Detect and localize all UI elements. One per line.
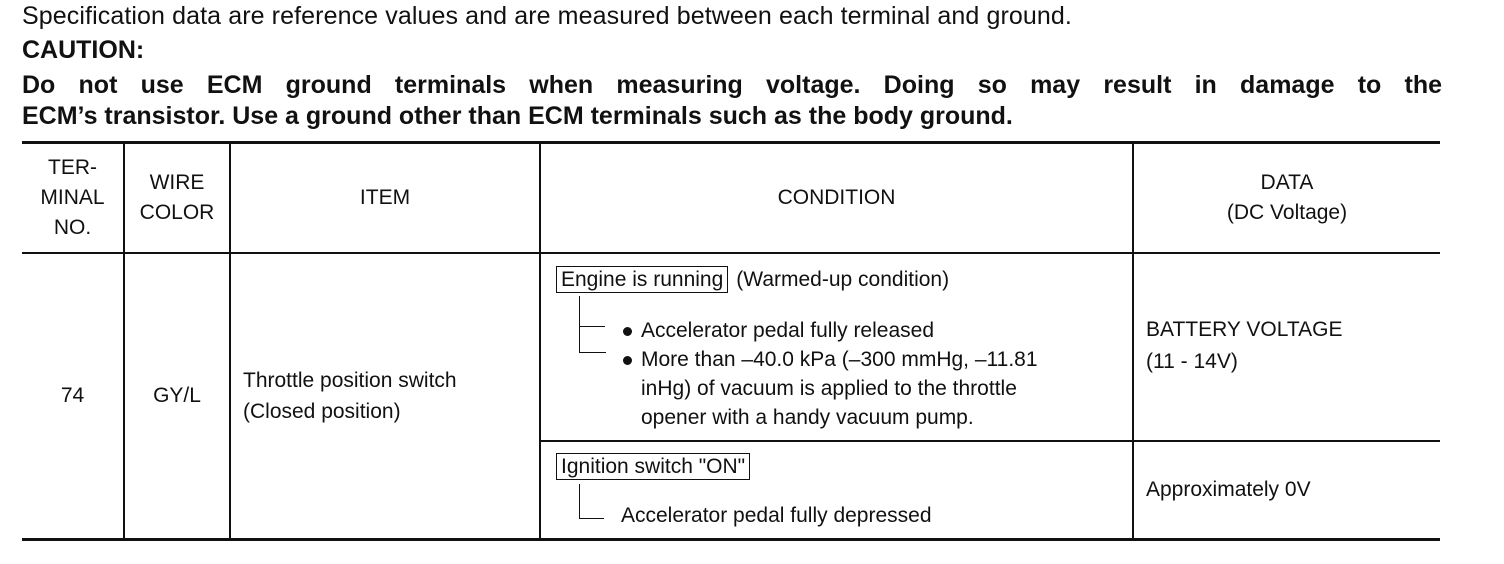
caution-text: [22, 70, 1442, 132]
data-battery-voltage: [1133, 253, 1440, 441]
condition-extra: (Warmed-up condition): [736, 268, 950, 291]
condition-bullet-item: [623, 316, 1038, 345]
caution-line-1: Do not use ECM ground terminals when measuring voltage. Doing so may result in damage to the: [22, 71, 1442, 99]
wire-color: GY/L: [124, 253, 230, 540]
condition-engine-running: [540, 253, 1133, 441]
header-terminal-line: MINAL: [40, 186, 105, 209]
bullet-text: More than –40.0 kPa (–300 mmHg, –11.81: [641, 348, 1038, 371]
header-data: [1133, 143, 1440, 254]
header-terminal-line: TER-: [48, 156, 97, 179]
caution-heading: CAUTION:: [22, 36, 145, 64]
terminal-spec-table: [22, 141, 1440, 541]
condition-title-line: [556, 455, 750, 479]
condition-title-line: [556, 268, 949, 292]
condition-detail: Accelerator pedal fully depressed: [621, 504, 932, 527]
header-data-line: (DC Voltage): [1226, 201, 1348, 224]
intro-text: Specification data are reference values and are measured between each terminal and ground.: [22, 2, 1072, 30]
header-condition: CONDITION: [540, 143, 1133, 254]
condition-boxed-label: Ignition switch "ON": [556, 453, 750, 480]
tree-connector: [579, 484, 604, 519]
condition-boxed-label: Engine is running: [556, 266, 728, 293]
terminal-number: 74: [22, 253, 124, 540]
tree-connector-branch: [579, 326, 605, 327]
bullet-icon: [623, 356, 632, 365]
item-description: [230, 253, 540, 540]
header-terminal-line: NO.: [53, 216, 92, 239]
bullet-text: Accelerator pedal fully released: [641, 319, 934, 342]
condition-bullet-item: [623, 345, 1038, 432]
bullet-text: inHg) of vacuum is applied to the throttle: [641, 377, 1017, 400]
condition-ignition-on: [540, 441, 1133, 540]
header-terminal-no: [22, 143, 124, 254]
tree-connector: [579, 296, 606, 353]
header-wire-line: COLOR: [139, 201, 215, 224]
bullet-icon: [623, 327, 632, 336]
data-line: BATTERY VOLTAGE: [1146, 318, 1343, 341]
item-line: (Closed position): [243, 400, 401, 423]
data-approx-0v: Approximately 0V: [1133, 441, 1440, 540]
bullet-text: opener with a handy vacuum pump.: [641, 406, 974, 429]
condition-bullet-list: [623, 316, 1038, 432]
header-data-line: DATA: [1260, 171, 1314, 194]
header-wire-color: [124, 143, 230, 254]
header-item: ITEM: [230, 143, 540, 254]
header-wire-line: WIRE: [149, 171, 205, 194]
header-row: [22, 143, 1440, 254]
table-row: [22, 253, 1440, 441]
item-line: Throttle position switch: [243, 369, 457, 392]
caution-line-2: ECM’s transistor. Use a ground other than ECM terminals such as the body ground.: [22, 102, 1013, 130]
data-line: (11 - 14V): [1146, 350, 1238, 373]
